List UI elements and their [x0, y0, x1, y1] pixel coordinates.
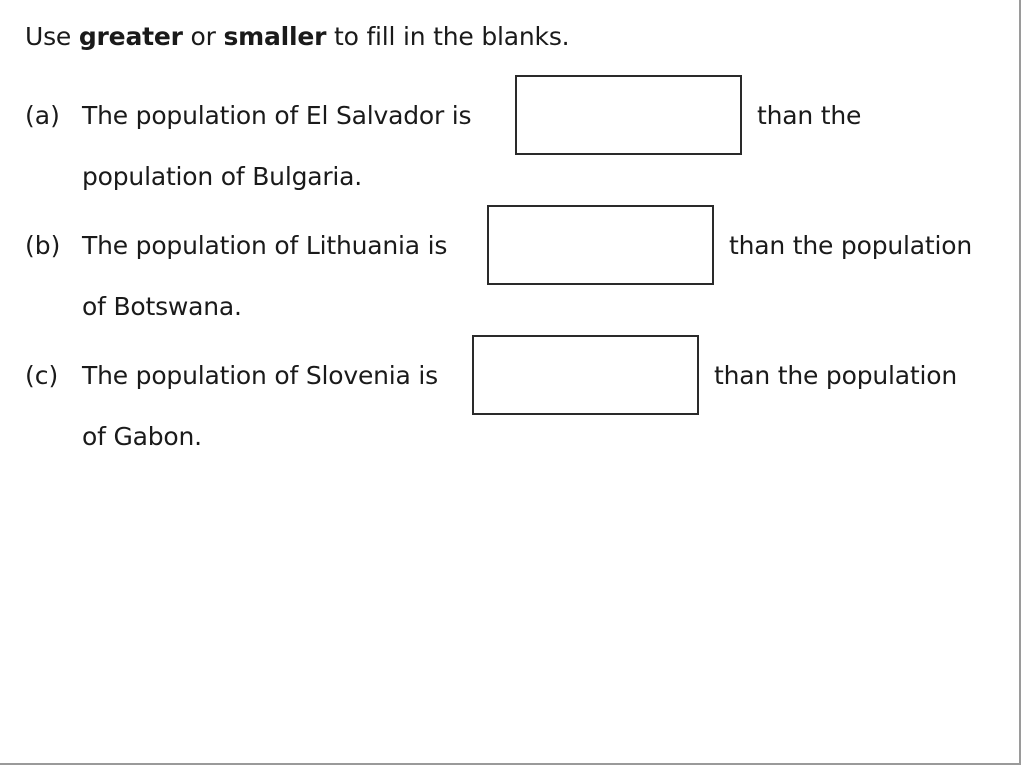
question-a-before: The population of El Salvador is — [82, 101, 472, 130]
question-a-answer-box[interactable] — [515, 75, 742, 155]
instruction-smaller: smaller — [223, 22, 327, 51]
question-c-answer-box[interactable] — [472, 335, 699, 415]
question-b-before: The population of Lithuania is — [82, 231, 448, 260]
question-c-after: than the population — [714, 361, 957, 390]
question-a-continuation: population of Bulgaria. — [82, 162, 363, 191]
question-b-after: than the population — [729, 231, 972, 260]
question-a-after: than the — [757, 101, 862, 130]
instruction-rest: to fill in the blanks. — [334, 22, 570, 51]
instruction-use: Use — [25, 22, 72, 51]
question-b-letter: (b) — [25, 231, 61, 260]
question-b-continuation: of Botswana. — [82, 292, 242, 321]
instruction-or: or — [190, 22, 216, 51]
question-c-before: The population of Slovenia is — [82, 361, 438, 390]
question-a-letter: (a) — [25, 101, 60, 130]
question-c-letter: (c) — [25, 361, 59, 390]
instruction-greater: greater — [78, 22, 183, 51]
instruction — [25, 20, 569, 54]
question-c-continuation: of Gabon. — [82, 422, 202, 451]
question-b-answer-box[interactable] — [487, 205, 714, 285]
